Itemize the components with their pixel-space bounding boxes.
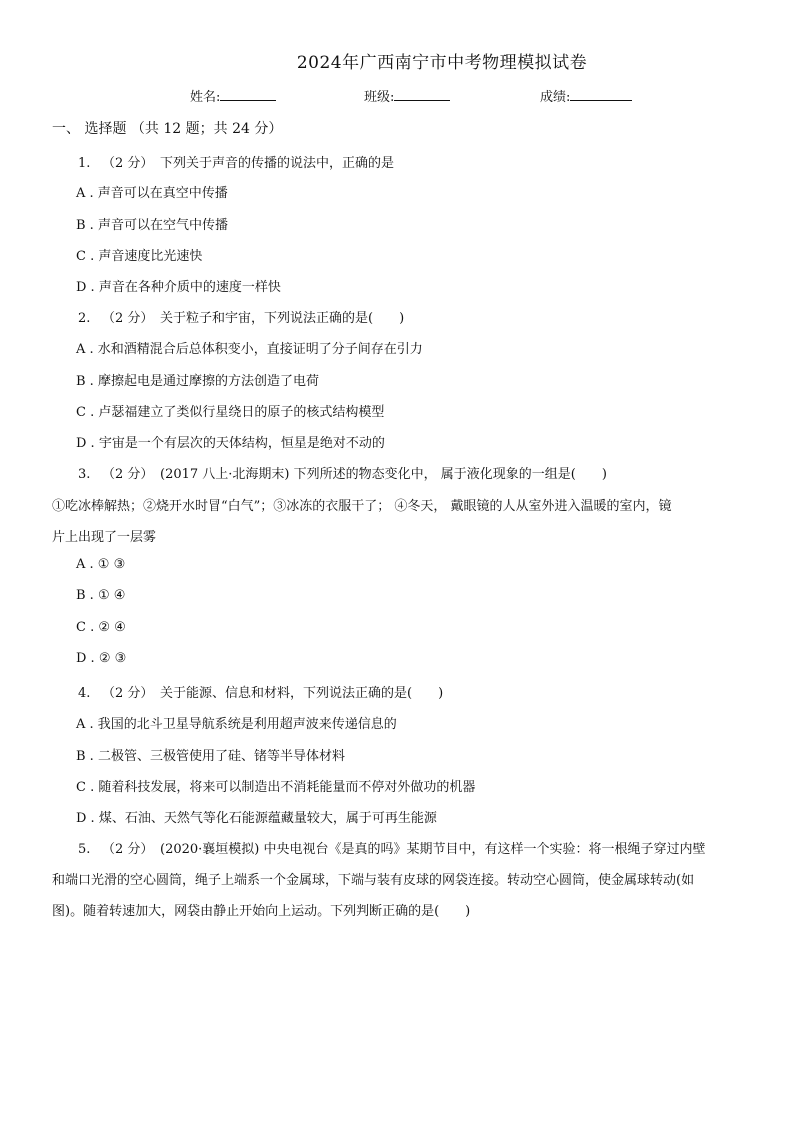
question-number: 4. xyxy=(78,686,91,701)
question-text: 关于能源、信息和材料，下列说法正确的是( ) xyxy=(160,686,444,701)
option-b: B . 二极管、三极管使用了硅、锗等半导体材料 xyxy=(76,749,345,764)
class-blank[interactable] xyxy=(394,87,450,101)
option-c: C . 声音速度比光速快 xyxy=(76,249,203,264)
question-number: 2. xyxy=(78,311,91,326)
option-d: D . ② ③ xyxy=(76,651,127,666)
option-c: C . 卢瑟福建立了类似行星绕日的原子的核式结构模型 xyxy=(76,405,385,420)
class-label: 班级: xyxy=(364,90,395,105)
question-number: 3. xyxy=(78,467,91,482)
question-stem xyxy=(78,307,404,326)
option-b: B . 摩擦起电是通过摩擦的方法创造了电荷 xyxy=(76,374,319,389)
student-info-row xyxy=(0,86,794,106)
question-score: （2 分） xyxy=(102,467,154,482)
option-a: A . 声音可以在真空中传播 xyxy=(76,186,228,201)
option-a: A . 我国的北斗卫星导航系统是利用超声波来传递信息的 xyxy=(76,717,397,732)
question-score: （2 分） xyxy=(102,311,154,326)
option-a: A . ① ③ xyxy=(76,557,126,572)
score-blank[interactable] xyxy=(570,87,632,101)
question-score: （2 分） xyxy=(102,686,154,701)
question-text: 下列关于声音的传播的说法中，正确的是 xyxy=(160,156,395,171)
option-b: B . 声音可以在空气中传播 xyxy=(76,218,228,233)
option-d: D . 宇宙是一个有层次的天体结构，恒星是绝对不动的 xyxy=(76,436,385,451)
question-stem xyxy=(78,682,443,701)
question-extra-line: ①吃冰棒解热；②烧开水时冒“白气”；③冰冻的衣服干了； ④冬天， 戴眼镜的人从室外进入温暖的室内，镜 xyxy=(52,499,672,514)
option-b: B . ① ④ xyxy=(76,588,126,603)
option-d: D . 煤、石油、天然气等化石能源蕴藏量较大，属于可再生能源 xyxy=(76,811,437,826)
option-c: C . ② ④ xyxy=(76,620,126,635)
question-extra-line: 和端口光滑的空心圆筒，绳子上端系一个金属球，下端与装有皮球的网袋连接。转动空心圆筒，使金属球转动(如 xyxy=(52,873,695,888)
question-text: (2017 八上·北海期末) 下列所述的物态变化中， 属于液化现象的一组是( ) xyxy=(160,467,607,482)
question-stem xyxy=(78,152,394,171)
score-field xyxy=(540,86,632,105)
question-text: (2020·襄垣模拟) 中央电视台《是真的吗》某期节目中，有这样一个实验：将一根绳子穿过内壁 xyxy=(160,842,706,857)
score-label: 成绩: xyxy=(540,90,571,105)
option-a: A . 水和酒精混合后总体积变小，直接证明了分子间存在引力 xyxy=(76,342,423,357)
name-label: 姓名: xyxy=(190,90,221,105)
question-number: 5. xyxy=(78,842,91,857)
question-text: 关于粒子和宇宙，下列说法正确的是( ) xyxy=(160,311,405,326)
question-extra-line: 片上出现了一层雾 xyxy=(52,530,157,545)
question-stem xyxy=(78,463,607,482)
question-score: （2 分） xyxy=(102,842,154,857)
name-field xyxy=(190,86,276,105)
question-stem xyxy=(78,838,706,857)
question-number: 1. xyxy=(78,156,91,171)
option-d: D . 声音在各种介质中的速度一样快 xyxy=(76,280,281,295)
name-blank[interactable] xyxy=(220,87,276,101)
question-score: （2 分） xyxy=(102,156,154,171)
option-c: C . 随着科技发展，将来可以制造出不消耗能量而不停对外做功的机器 xyxy=(76,780,476,795)
section-heading: 一、 选择题 （共 12 题；共 24 分） xyxy=(52,121,283,137)
question-extra-line: 图)。随着转速加大，网袋由静止开始向上运动。下列判断正确的是( ) xyxy=(52,904,471,919)
class-field xyxy=(364,86,450,105)
page-title: 2024年广西南宁市中考物理模拟试卷 xyxy=(296,53,588,73)
